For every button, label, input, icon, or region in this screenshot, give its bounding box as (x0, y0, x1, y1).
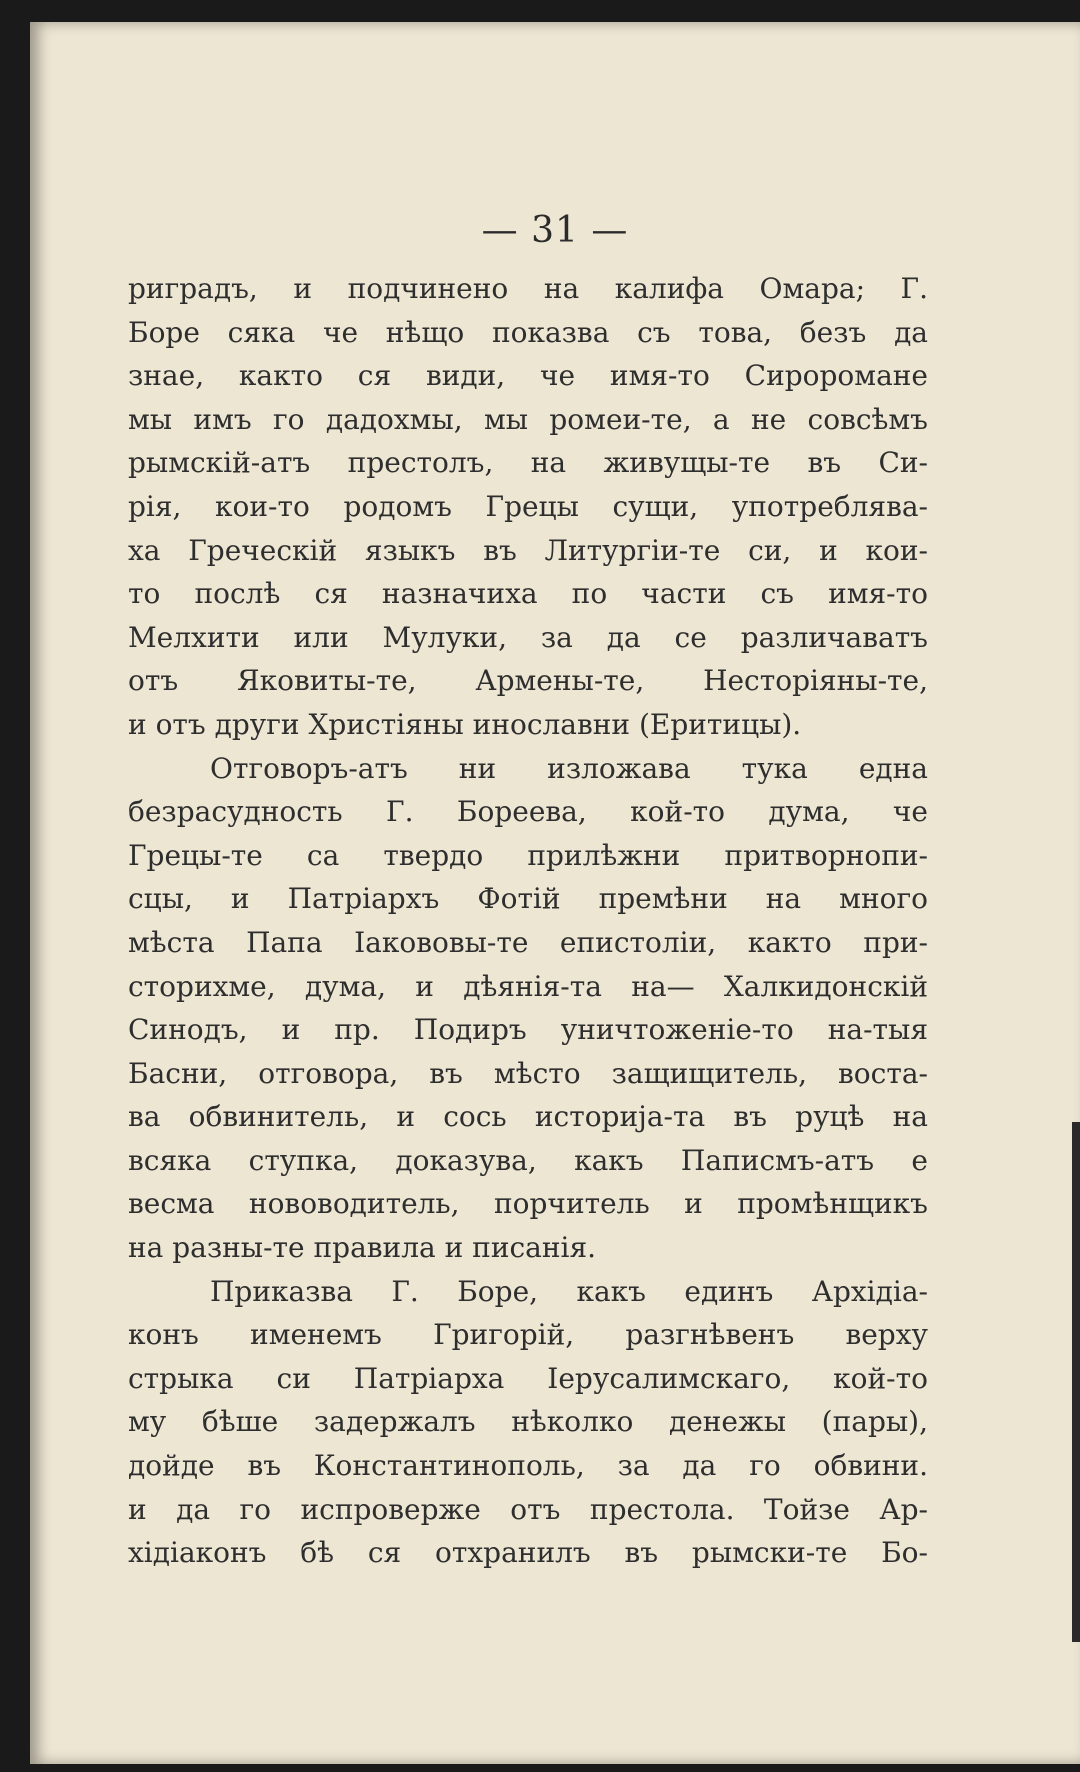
text-line: мы имъ го дадохмы, мы ромеи-те, а не совсѣмъ (128, 402, 928, 436)
text-line: ва обвинитель, и сось историја-та въ руцѣ на (128, 1100, 928, 1134)
body-text (128, 267, 928, 1575)
text-line: дойде въ Константинополь, за да го обвини. (128, 1449, 928, 1483)
text-line: всяка ступка, доказува, какъ Паписмъ-атъ е (128, 1143, 928, 1177)
text-line: рія, кои-то родомъ Грецы сущи, употреблява- (128, 489, 928, 523)
text-line: знае, както ся види, че имя-то Сироромане (128, 359, 928, 393)
text-line: Боре сяка че нѣщо показва съ това, безъ да (128, 315, 928, 349)
text-line: Отговоръ-атъ ни изложава тука една (210, 751, 928, 785)
text-line: и отъ други Христіяны инославни (Еритицы). (128, 707, 802, 741)
text-line: сцы, и Патріархъ Фотій премѣни на много (128, 882, 928, 916)
text-line: мѣста Папа Іакововы-те епистоліи, както при- (128, 925, 928, 959)
text-line: Синодъ, и пр. Подиръ уничтоженіе-то на-тыя (128, 1013, 928, 1047)
text-line: хідіаконъ бѣ ся отхранилъ въ рымски-те Бо- (128, 1536, 928, 1570)
text-line: отъ Яковиты-те, Армены-те, Несторіяны-те, (128, 664, 928, 698)
text-line: весма нововодитель, порчитель и промѣнщикъ (128, 1187, 928, 1221)
text-line: и да го испроверже отъ престола. Тойзе Ар- (128, 1492, 928, 1526)
text-line: рымскій-атъ престолъ, на живущы-те въ Си- (128, 446, 928, 480)
text-line: на разны-те правила и писанія. (128, 1231, 597, 1265)
text-line: Приказва Г. Боре, какъ единъ Архідіа- (210, 1274, 928, 1308)
text-line: му бѣше задержалъ нѣколко денежы (пары), (128, 1405, 928, 1439)
text-line: то послѣ ся назначиха по части съ имя-то (128, 577, 928, 611)
text-line: безрасудность Г. Бореева, кой-то дума, че (128, 795, 928, 829)
text-line: конъ именемъ Григорій, разгнѣвенъ верху (128, 1318, 928, 1352)
text-line: ха Греческій языкъ въ Литургіи-те си, и кои- (128, 533, 928, 567)
text-line: Мелхити или Мулуки, за да се различаватъ (128, 620, 928, 654)
book-page (30, 22, 1080, 1764)
text-line: Грецы-те са твердо прилѣжни притворнопи- (128, 838, 928, 872)
text-line: сторихме, дума, и дѣянія-та на— Халкидонскій (128, 969, 928, 1003)
page-number: — 31 — (481, 210, 629, 251)
text-line: стрыка си Патріарха Іерусалимскаго, кой-то (128, 1361, 928, 1395)
text-line: риградъ, и подчинено на калифа Омара; Г. (128, 272, 928, 305)
page-edge-shadow (1072, 1122, 1080, 1642)
text-line: Басни, отговора, въ мѣсто защищитель, воста- (128, 1056, 928, 1090)
